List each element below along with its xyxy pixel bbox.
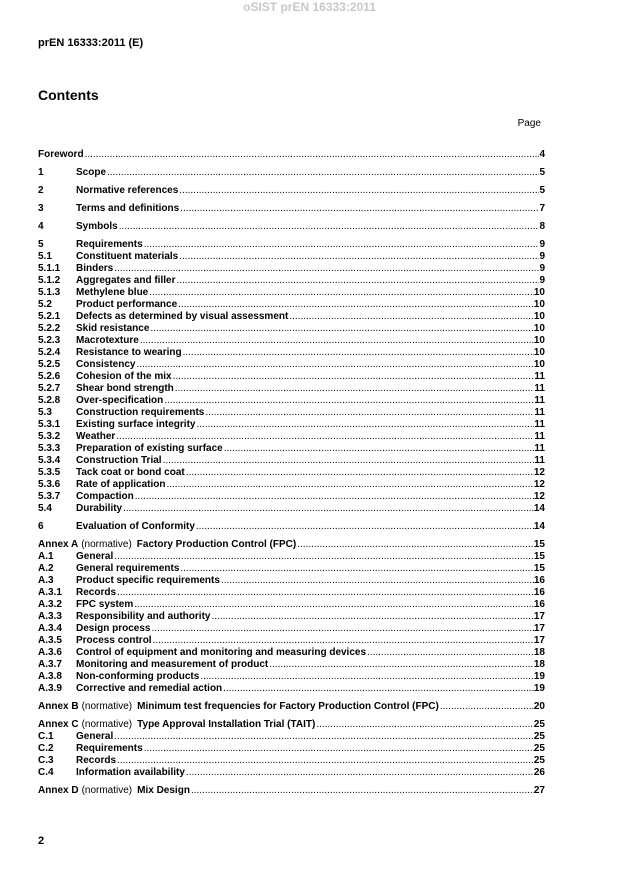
entry-title: Mix Design <box>137 785 190 796</box>
entry-page: 11 <box>534 383 545 394</box>
entry-page: 18 <box>533 647 545 658</box>
dot-leader <box>85 149 540 161</box>
toc-subentry[interactable] <box>38 587 545 599</box>
entry-number: 5.3.6 <box>38 479 61 490</box>
entry-page: 20 <box>533 701 545 712</box>
dot-leader <box>116 431 534 443</box>
entry-title: Records <box>76 587 117 598</box>
entry-title: Construction requirements <box>76 407 205 418</box>
toc-subentry[interactable] <box>38 551 545 563</box>
entry-title: Skid resistance <box>76 323 150 334</box>
toc-subentry[interactable] <box>38 575 545 587</box>
entry-title: Cohesion of the mix <box>76 371 172 382</box>
toc-subentry[interactable] <box>38 755 545 767</box>
dot-leader <box>140 335 534 347</box>
entry-number: A.3.2 <box>38 599 62 610</box>
entry-page: 11 <box>534 395 545 406</box>
entry-title: Constituent materials <box>76 251 179 262</box>
dot-leader <box>163 455 535 467</box>
entry-title: Macrotexture <box>76 335 139 346</box>
entry-number: 6 <box>38 521 44 532</box>
dot-leader <box>178 299 534 311</box>
dot-leader <box>135 491 534 503</box>
annex-designation: (normative) <box>81 719 133 730</box>
entry-number: 5.4 <box>38 503 52 514</box>
dot-leader <box>186 767 534 779</box>
entry-title: Binders <box>76 263 114 274</box>
toc-subentry[interactable] <box>38 647 545 659</box>
entry-number: 5.3.5 <box>38 467 61 478</box>
entry-title: Methylene blue <box>76 287 149 298</box>
dot-leader <box>180 203 539 215</box>
page-column-label: Page <box>517 118 541 129</box>
entry-title: Responsibility and authority <box>76 611 211 622</box>
toc-subentry[interactable] <box>38 659 545 671</box>
toc-subentry[interactable] <box>38 479 545 491</box>
toc-subentry[interactable] <box>38 287 545 299</box>
dot-leader <box>123 503 534 515</box>
toc-chapter-entry[interactable] <box>38 521 545 533</box>
entry-page: 25 <box>533 755 545 766</box>
toc-subentry[interactable] <box>38 383 545 395</box>
entry-number: 5.1.2 <box>38 275 61 286</box>
annex-label: Annex B <box>38 701 79 712</box>
entry-number: A.3.8 <box>38 671 62 682</box>
entry-number: 2 <box>38 185 44 196</box>
annex-heading <box>38 539 296 551</box>
dot-leader <box>134 599 534 611</box>
toc-subentry[interactable] <box>38 611 545 623</box>
toc-subentry[interactable] <box>38 347 545 359</box>
entry-number: 5.2.4 <box>38 347 61 358</box>
entry-page: 10 <box>533 299 545 310</box>
dot-leader <box>196 521 534 533</box>
entry-title: Scope <box>76 167 107 178</box>
entry-number: 5.3 <box>38 407 52 418</box>
toc-subentry[interactable] <box>38 743 545 755</box>
entry-number: 1 <box>38 167 44 178</box>
entry-title: Requirements <box>76 743 143 754</box>
entry-title: Evaluation of Conformity <box>76 521 195 532</box>
entry-page: 10 <box>533 323 545 334</box>
entry-page: 18 <box>533 659 545 670</box>
toc-subentry[interactable] <box>38 335 545 347</box>
toc-subentry[interactable] <box>38 251 545 263</box>
entry-number: 5.3.3 <box>38 443 61 454</box>
entry-title: Normative references <box>76 185 179 196</box>
annex-designation: (normative) <box>81 785 133 796</box>
entry-number: 5.3.1 <box>38 419 61 430</box>
entry-page: 9 <box>539 263 545 274</box>
entry-page: 9 <box>539 239 545 250</box>
entry-page: 17 <box>533 623 545 634</box>
entry-page: 10 <box>533 311 545 322</box>
toc-subentry[interactable] <box>38 671 545 683</box>
dot-leader <box>119 221 540 233</box>
dot-leader <box>175 383 535 395</box>
entry-title: Type Approval Installation Trial (TAIT) <box>137 719 316 730</box>
entry-page: 12 <box>533 479 545 490</box>
entry-title: Terms and definitions <box>76 203 180 214</box>
entry-number: A.3.7 <box>38 659 62 670</box>
entry-title: Resistance to wearing <box>76 347 182 358</box>
dot-leader <box>205 407 534 419</box>
entry-title: Weather <box>76 431 116 442</box>
entry-title: Construction Trial <box>76 455 162 466</box>
dot-leader <box>211 611 533 623</box>
entry-number: 5 <box>38 239 44 250</box>
dot-leader <box>183 347 534 359</box>
entry-title: Minimum test frequencies for Factory Production Control (FPC) <box>137 701 439 712</box>
entry-number: A.1 <box>38 551 54 562</box>
entry-title: Design process <box>76 623 151 634</box>
document-id-header: prEN 16333:2011 (E) <box>38 37 144 49</box>
entry-title: Defects as determined by visual assessment <box>76 311 289 322</box>
toc-subentry[interactable] <box>38 635 545 647</box>
entry-title: Tack coat or bond coat <box>76 467 185 478</box>
toc-chapter-entry[interactable] <box>38 149 545 161</box>
dot-leader <box>144 239 540 251</box>
dot-leader <box>179 251 539 263</box>
entry-page: 7 <box>539 203 545 214</box>
entry-page: 11 <box>534 371 545 382</box>
toc-subentry[interactable] <box>38 599 545 611</box>
entry-number: 5.2.2 <box>38 323 61 334</box>
entry-title: Process control <box>76 635 152 646</box>
annex-label: Annex D <box>38 785 79 796</box>
toc-subentry[interactable] <box>38 623 545 635</box>
dot-leader <box>289 311 534 323</box>
entry-number: A.3 <box>38 575 54 586</box>
entry-number: 5.2.7 <box>38 383 61 394</box>
entry-number: 5.2.6 <box>38 371 61 382</box>
dot-leader <box>136 359 533 371</box>
entry-page: 16 <box>533 587 545 598</box>
entry-number: 5.3.2 <box>38 431 61 442</box>
annex-label: Annex A <box>38 539 79 550</box>
toc-subentry[interactable] <box>38 503 545 515</box>
dot-leader <box>107 167 539 179</box>
annex-heading <box>38 719 315 731</box>
dot-leader <box>200 671 534 683</box>
entry-page: 14 <box>533 521 545 532</box>
entry-page: 12 <box>533 467 545 478</box>
table-of-contents <box>38 149 545 797</box>
toc-chapter-entry[interactable] <box>38 701 545 713</box>
entry-number: C.1 <box>38 731 54 742</box>
annex-label: Annex C <box>38 719 79 730</box>
entry-page: 25 <box>533 743 545 754</box>
entry-number: 5.2.1 <box>38 311 61 322</box>
entry-title: Symbols <box>76 221 118 232</box>
entry-number: 5.2.3 <box>38 335 61 346</box>
entry-number: A.3.4 <box>38 623 62 634</box>
dot-leader <box>224 443 535 455</box>
dot-leader <box>176 275 539 287</box>
entry-page: 19 <box>533 683 545 694</box>
entry-page: 19 <box>533 671 545 682</box>
dot-leader <box>221 575 534 587</box>
dot-leader <box>166 479 533 491</box>
dot-leader <box>196 419 534 431</box>
toc-chapter-entry[interactable] <box>38 167 545 179</box>
toc-subentry[interactable] <box>38 299 545 311</box>
dot-leader <box>223 683 534 695</box>
entry-title: Product specific requirements <box>76 575 220 586</box>
entry-title: Aggregates and filler <box>76 275 176 286</box>
toc-subentry[interactable] <box>38 263 545 275</box>
entry-number: A.3.6 <box>38 647 62 658</box>
entry-page: 26 <box>533 767 545 778</box>
entry-page: 16 <box>533 599 545 610</box>
watermark: oSIST prEN 16333:2011 <box>243 0 376 14</box>
entry-title: Requirements <box>76 239 143 250</box>
toc-chapter-entry[interactable] <box>38 785 545 797</box>
entry-page: 27 <box>533 785 545 796</box>
entry-number: A.3.1 <box>38 587 62 598</box>
toc-subentry[interactable] <box>38 275 545 287</box>
entry-title: Non-conforming products <box>76 671 200 682</box>
entry-title: General <box>76 731 114 742</box>
entry-number: A.3.5 <box>38 635 62 646</box>
entry-number: 5.1.1 <box>38 263 61 274</box>
entry-title: Compaction <box>76 491 134 502</box>
entry-number: 5.2.8 <box>38 395 61 406</box>
entry-title: Existing surface integrity <box>76 419 196 430</box>
toc-chapter-entry[interactable] <box>38 719 545 731</box>
entry-number: 5.3.4 <box>38 455 61 466</box>
entry-page: 15 <box>533 551 545 562</box>
toc-subentry[interactable] <box>38 431 545 443</box>
dot-leader <box>114 551 534 563</box>
page-number: 2 <box>38 835 45 847</box>
entry-page: 11 <box>534 419 545 430</box>
entry-title: Durability <box>76 503 123 514</box>
dot-leader <box>179 185 539 197</box>
entry-number: 5.2.5 <box>38 359 61 370</box>
toc-subentry[interactable] <box>38 563 545 575</box>
entry-title: Control of equipment and monitoring and measuring devices <box>76 647 367 658</box>
entry-page: 25 <box>533 719 545 730</box>
entry-title: FPC system <box>76 599 134 610</box>
dot-leader <box>114 731 534 743</box>
entry-number: 5.1 <box>38 251 52 262</box>
toc-subentry[interactable] <box>38 311 545 323</box>
entry-number: A.3.9 <box>38 683 62 694</box>
toc-subentry[interactable] <box>38 323 545 335</box>
entry-title: Rate of application <box>76 479 166 490</box>
dot-leader <box>149 287 534 299</box>
entry-page: 9 <box>539 251 545 262</box>
dot-leader <box>186 467 534 479</box>
entry-page: 10 <box>533 335 545 346</box>
entry-page: 17 <box>533 611 545 622</box>
entry-number: C.2 <box>38 743 54 754</box>
toc-chapter-entry[interactable] <box>38 203 545 215</box>
toc-subentry[interactable] <box>38 491 545 503</box>
toc-subentry[interactable] <box>38 359 545 371</box>
dot-leader <box>144 743 534 755</box>
entry-number: 5.1.3 <box>38 287 61 298</box>
contents-heading: Contents <box>38 87 99 103</box>
entry-page: 9 <box>539 275 545 286</box>
dot-leader <box>180 563 534 575</box>
entry-page: 11 <box>534 407 545 418</box>
entry-title: General <box>76 551 114 562</box>
dot-leader <box>367 647 534 659</box>
entry-page: 15 <box>533 539 545 550</box>
toc-chapter-entry[interactable] <box>38 239 545 251</box>
entry-number: 4 <box>38 221 44 232</box>
entry-title: Over-specification <box>76 395 164 406</box>
dot-leader <box>164 395 534 407</box>
toc-subentry[interactable] <box>38 395 545 407</box>
toc-subentry[interactable] <box>38 767 545 779</box>
entry-page: 5 <box>539 185 545 196</box>
entry-page: 5 <box>539 167 545 178</box>
toc-chapter-entry[interactable] <box>38 221 545 233</box>
toc-subentry[interactable] <box>38 731 545 743</box>
entry-number: C.4 <box>38 767 54 778</box>
entry-page: 12 <box>533 491 545 502</box>
dot-leader <box>151 623 533 635</box>
entry-title: Factory Production Control (FPC) <box>136 539 297 550</box>
entry-page: 10 <box>533 359 545 370</box>
entry-title: Shear bond strength <box>76 383 174 394</box>
dot-leader <box>150 323 534 335</box>
dot-leader <box>191 785 534 797</box>
dot-leader <box>440 701 534 713</box>
entry-title: Monitoring and measurement of product <box>76 659 269 670</box>
entry-title: Information availability <box>76 767 185 778</box>
annex-designation: (normative) <box>81 701 133 712</box>
entry-number: 3 <box>38 203 44 214</box>
entry-title: Preparation of existing surface <box>76 443 223 454</box>
entry-number: C.3 <box>38 755 54 766</box>
entry-page: 10 <box>533 347 545 358</box>
entry-page: 11 <box>534 455 545 466</box>
toc-subentry[interactable] <box>38 467 545 479</box>
annex-designation: (normative) <box>81 539 132 550</box>
entry-number: 5.2 <box>38 299 52 310</box>
entry-number: 5.3.7 <box>38 491 61 502</box>
toc-subentry[interactable] <box>38 407 545 419</box>
dot-leader <box>117 587 534 599</box>
entry-title: Corrective and remedial action <box>76 683 223 694</box>
toc-chapter-entry[interactable] <box>38 539 545 551</box>
dot-leader <box>316 719 534 731</box>
entry-title: Consistency <box>76 359 136 370</box>
dot-leader <box>114 263 539 275</box>
entry-page: 25 <box>533 731 545 742</box>
toc-chapter-entry[interactable] <box>38 185 545 197</box>
entry-page: 11 <box>534 443 545 454</box>
entry-title: Records <box>76 755 117 766</box>
entry-page: 15 <box>533 563 545 574</box>
toc-subentry[interactable] <box>38 371 545 383</box>
annex-heading <box>38 785 190 797</box>
entry-page: 11 <box>534 431 545 442</box>
entry-page: 17 <box>533 635 545 646</box>
entry-title: Product performance <box>76 299 178 310</box>
entry-title: Foreword <box>38 149 84 160</box>
dot-leader <box>297 539 534 551</box>
toc-subentry[interactable] <box>38 419 545 431</box>
dot-leader <box>269 659 534 671</box>
entry-page: 10 <box>533 287 545 298</box>
toc-subentry[interactable] <box>38 683 545 695</box>
entry-page: 14 <box>533 503 545 514</box>
entry-title: General requirements <box>76 563 180 574</box>
toc-subentry[interactable] <box>38 443 545 455</box>
toc-subentry[interactable] <box>38 455 545 467</box>
dot-leader <box>173 371 535 383</box>
entry-page: 4 <box>539 149 545 160</box>
entry-page: 16 <box>533 575 545 586</box>
entry-number: A.3.3 <box>38 611 62 622</box>
annex-heading <box>38 701 439 713</box>
entry-page: 8 <box>539 221 545 232</box>
entry-number: A.2 <box>38 563 54 574</box>
dot-leader <box>153 635 534 647</box>
dot-leader <box>117 755 534 767</box>
